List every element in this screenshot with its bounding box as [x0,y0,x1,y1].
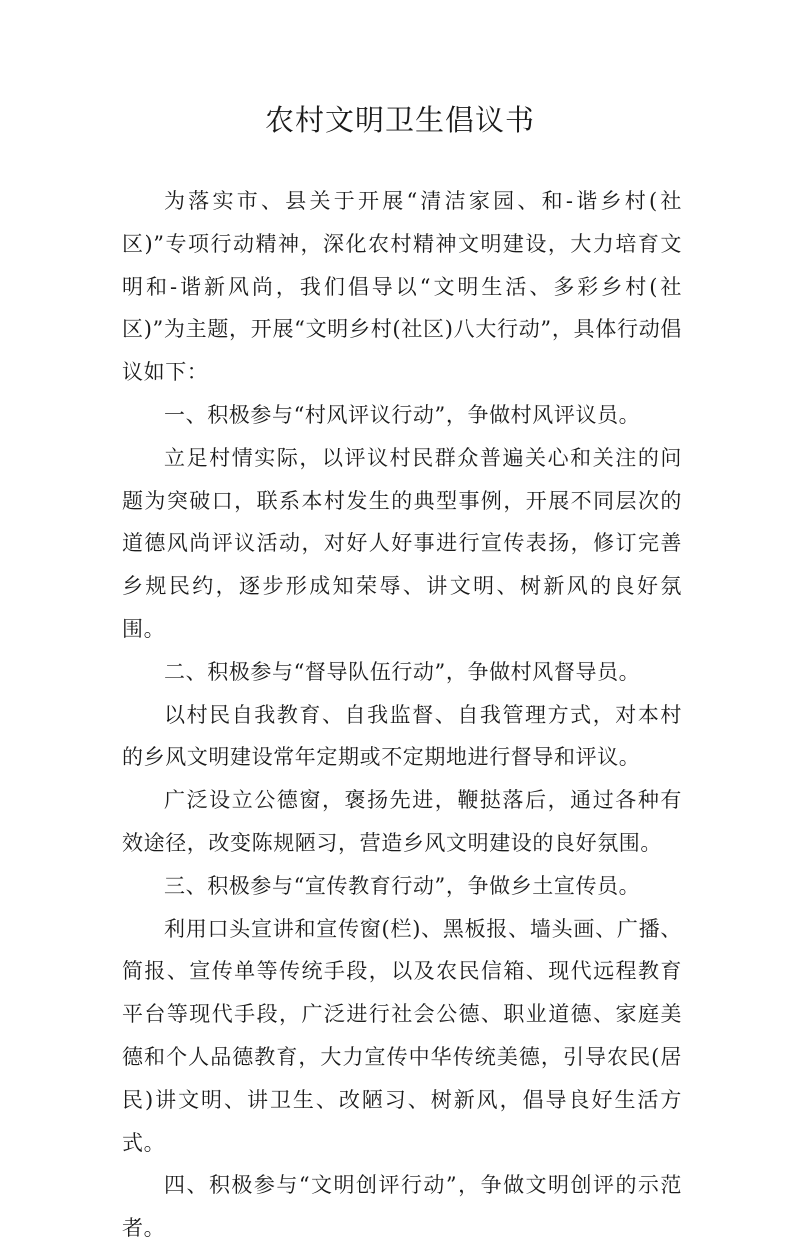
document-body [122,180,682,1250]
section-heading-3: 三、积极参与“宣传教育行动”，争做乡土宣传员。 [164,873,641,898]
section-paragraph-2b: 广泛设立公德窗，褒扬先进，鞭挞落后，通过各种有效途径，改变陈规陋习，营造乡风文明建设的良好氛围。 [122,788,682,855]
section-paragraph-1: 立足村情实际，以评议村民群众普遍关心和关注的问题为突破口，联系本村发生的典型事例，开展不同层次的道德风尚评议活动，对好人好事进行宣传表扬，修订完善乡规民约，逐步形成知荣辱、讲文明、树新风的良好氛围。 [122,445,682,641]
section-heading-2: 二、积极参与“督导队伍行动”，争做村风督导员。 [164,659,641,684]
section-paragraph-2a: 以村民自我教育、自我监督、自我管理方式，对本村的乡风文明建设常年定期或不定期地进行督导和评议。 [122,702,682,770]
section-paragraph-3: 利用口头宣讲和宣传窗(栏)、黑板报、墙头画、广播、简报、宣传单等传统手段，以及农民信箱、现代远程教育平台等现代手段，广泛进行社会公德、职业道德、家庭美德和个人品德教育，大力宣传中华传统美德，引导农民(居民)讲文明、讲卫生、改陋习、树新风，倡导良好生活方式。 [122,916,682,1155]
intro-paragraph: 为落实市、县关于开展“清洁家园、和-谐乡村(社区)”专项行动精神，深化农村精神文明建设，大力培育文明和-谐新风尚，我们倡导以“文明生活、多彩乡村(社区)”为主题，开展“文明乡村(社区)八大行动”，具体行动倡议如下： [122,189,682,385]
section-heading-1: 一、积极参与“村风评议行动”，争做村风评议员。 [164,402,641,427]
section-heading-4: 四、积极参与“文明创评行动”，争做文明创评的示范者。 [122,1173,682,1241]
document-title: 农村文明卫生倡议书 [264,103,535,137]
